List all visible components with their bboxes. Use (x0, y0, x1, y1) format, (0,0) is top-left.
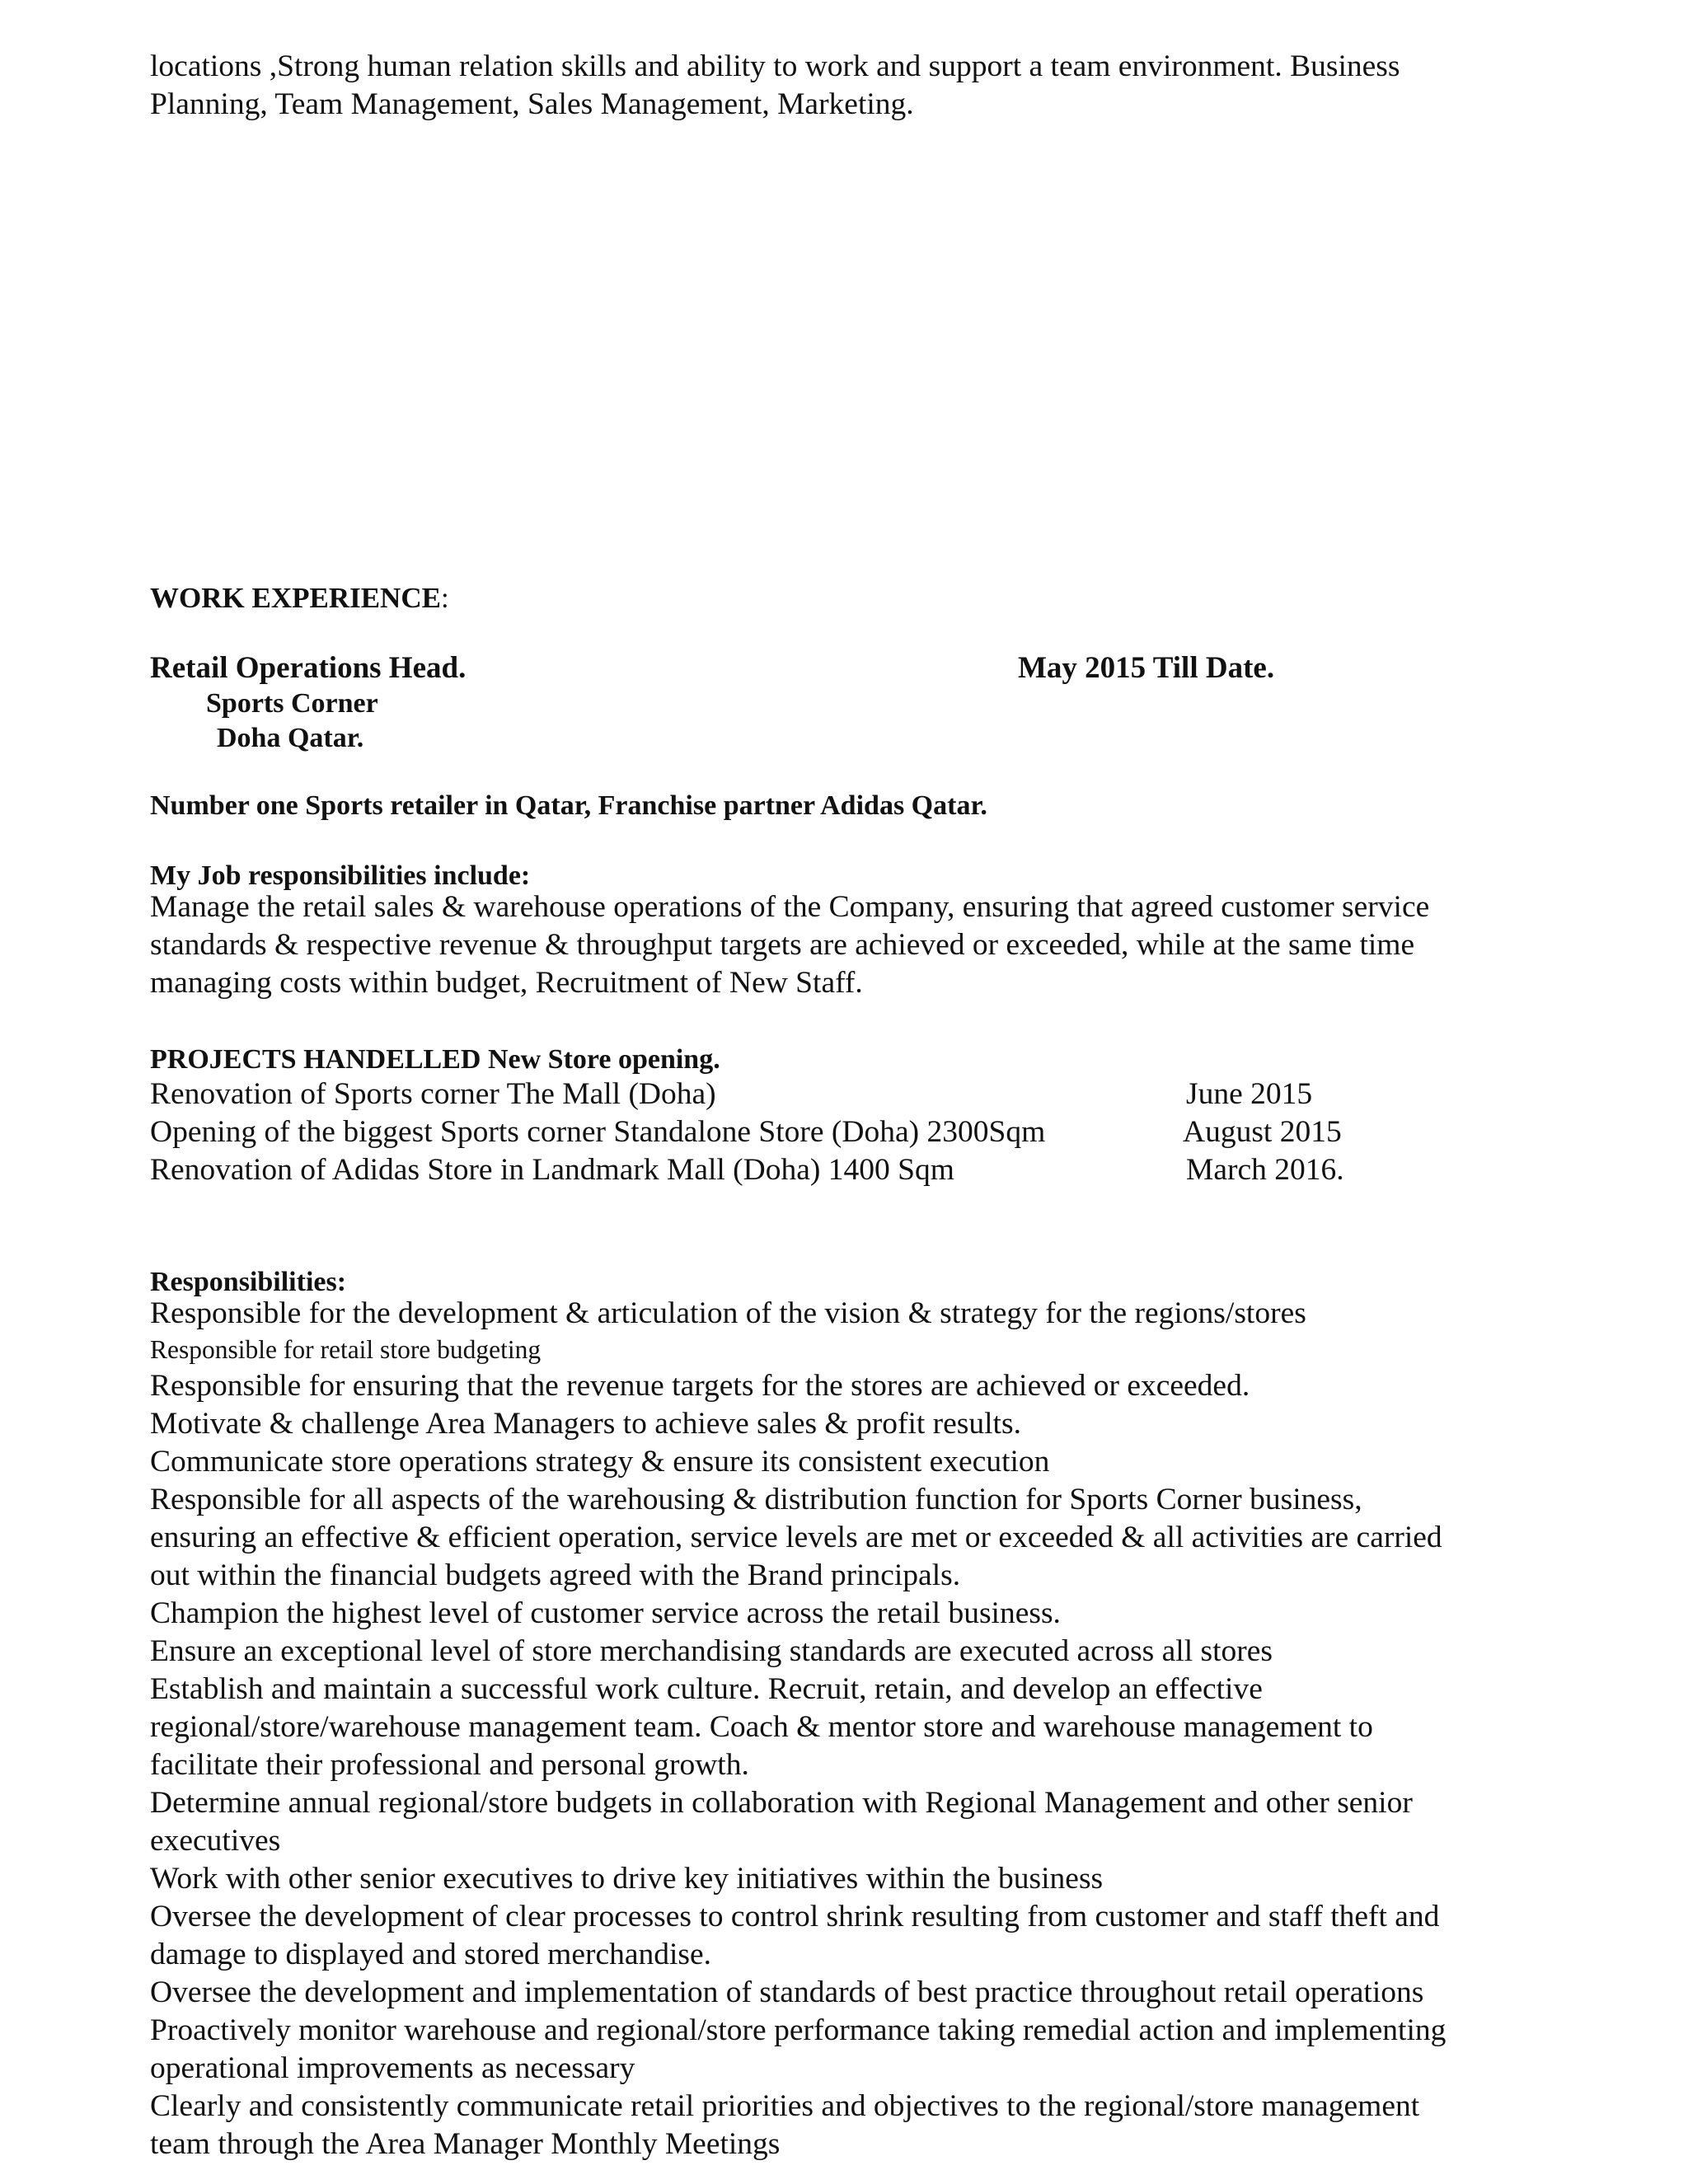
project-item (150, 1076, 1551, 1113)
responsibility-line: Proactively monitor warehouse and regional/store performance taking remedial action and implementing (150, 2013, 1447, 2047)
job-title: Retail Operations Head. (150, 651, 467, 685)
responsibility-line: Responsible for ensuring that the revenue targets for the stores are achieved or exceeded. (150, 1369, 1250, 1403)
job-header (150, 648, 1551, 689)
responsibility-line: Determine annual regional/store budgets in collaboration with Regional Management and other senior (150, 1786, 1413, 1820)
responsibility-line: damage to displayed and stored merchandise. (150, 1938, 712, 1971)
responsibility-line: out within the financial budgets agreed with the Brand principals. (150, 1558, 961, 1592)
work-experience-heading-text: WORK EXPERIENCE (150, 582, 441, 614)
responsibility-line: Champion the highest level of customer service across the retail business. (150, 1596, 1061, 1630)
responsibility-line: Ensure an exceptional level of store merchandising standards are executed across all stores (150, 1634, 1273, 1668)
projects-list (150, 1076, 1551, 1189)
responsibility-line: Oversee the development and implementation of standards of best practice throughout retail operations (150, 1975, 1424, 2009)
responsibility-line: Oversee the development of clear processes to control shrink resulting from customer and staff theft and (150, 1900, 1440, 1933)
intro-line: Planning, Team Management, Sales Management, Marketing. (150, 87, 914, 121)
project-item (150, 1113, 1551, 1151)
project-name: Renovation of Adidas Store in Landmark Mall (Doha) 1400 Sqm (150, 1153, 954, 1187)
responsibility-line: Work with other senior executives to drive key initiatives within the business (150, 1862, 1104, 1896)
company-name: Sports Corner (206, 688, 378, 719)
responsibilities-list (150, 1295, 1446, 2163)
job-responsibilities-heading: My Job responsibilities include: (150, 860, 531, 891)
responsibility-line: facilitate their professional and personal growth. (150, 1748, 749, 1782)
paragraph-line: managing costs within budget, Recruitment of New Staff. (150, 966, 863, 1000)
project-date: August 2015 (1183, 1115, 1342, 1149)
projects-heading: PROJECTS HANDELLED New Store opening. (150, 1044, 720, 1075)
job-dates: May 2015 Till Date. (1018, 651, 1275, 685)
company-tagline: Number one Sports retailer in Qatar, Franchise partner Adidas Qatar. (150, 790, 987, 821)
company-location: Doha Qatar. (217, 723, 364, 753)
paragraph-line: standards & respective revenue & throughput targets are achieved or exceeded, while at the same time (150, 928, 1415, 962)
responsibility-line: ensuring an effective & efficient operation, service levels are met or exceeded & all activities are carried (150, 1521, 1442, 1554)
work-experience-heading (150, 579, 449, 617)
responsibility-line: Responsible for the development & articulation of the vision & strategy for the regions/stores (150, 1296, 1306, 1330)
paragraph-line: Manage the retail sales & warehouse operations of the Company, ensuring that agreed customer service (150, 890, 1430, 924)
responsibilities-heading: Responsibilities: (150, 1267, 347, 1297)
responsibility-line: operational improvements as necessary (150, 2051, 635, 2085)
responsibility-line: Motivate & challenge Area Managers to achieve sales & profit results. (150, 1407, 1021, 1441)
responsibility-line: regional/store/warehouse management team. Coach & mentor store and warehouse management to (150, 1710, 1373, 1744)
responsibility-line: Responsible for all aspects of the warehousing & distribution function for Sports Corner business, (150, 1483, 1362, 1516)
intro-line: locations ,Strong human relation skills and ability to work and support a team environment. Business (150, 49, 1400, 83)
project-item (150, 1151, 1551, 1189)
job-responsibilities-paragraph (150, 888, 1429, 1002)
project-date: March 2016. (1186, 1153, 1344, 1187)
intro-paragraph (150, 48, 1400, 124)
responsibility-line: Responsible for retail store budgeting (150, 1335, 542, 1364)
project-name: Opening of the biggest Sports corner Standalone Store (Doha) 2300Sqm (150, 1115, 1046, 1149)
responsibility-line: Establish and maintain a successful work culture. Recruit, retain, and develop an effective (150, 1672, 1263, 1706)
responsibility-line: team through the Area Manager Monthly Meetings (150, 2127, 781, 2161)
project-date: June 2015 (1186, 1077, 1313, 1111)
responsibility-line: executives (150, 1824, 281, 1858)
work-experience-heading-colon: : (440, 582, 449, 614)
project-name: Renovation of Sports corner The Mall (Doha) (150, 1077, 716, 1111)
responsibility-line: Communicate store operations strategy & ensure its consistent execution (150, 1445, 1050, 1479)
responsibility-line: Clearly and consistently communicate retail priorities and objectives to the regional/store management (150, 2089, 1420, 2123)
